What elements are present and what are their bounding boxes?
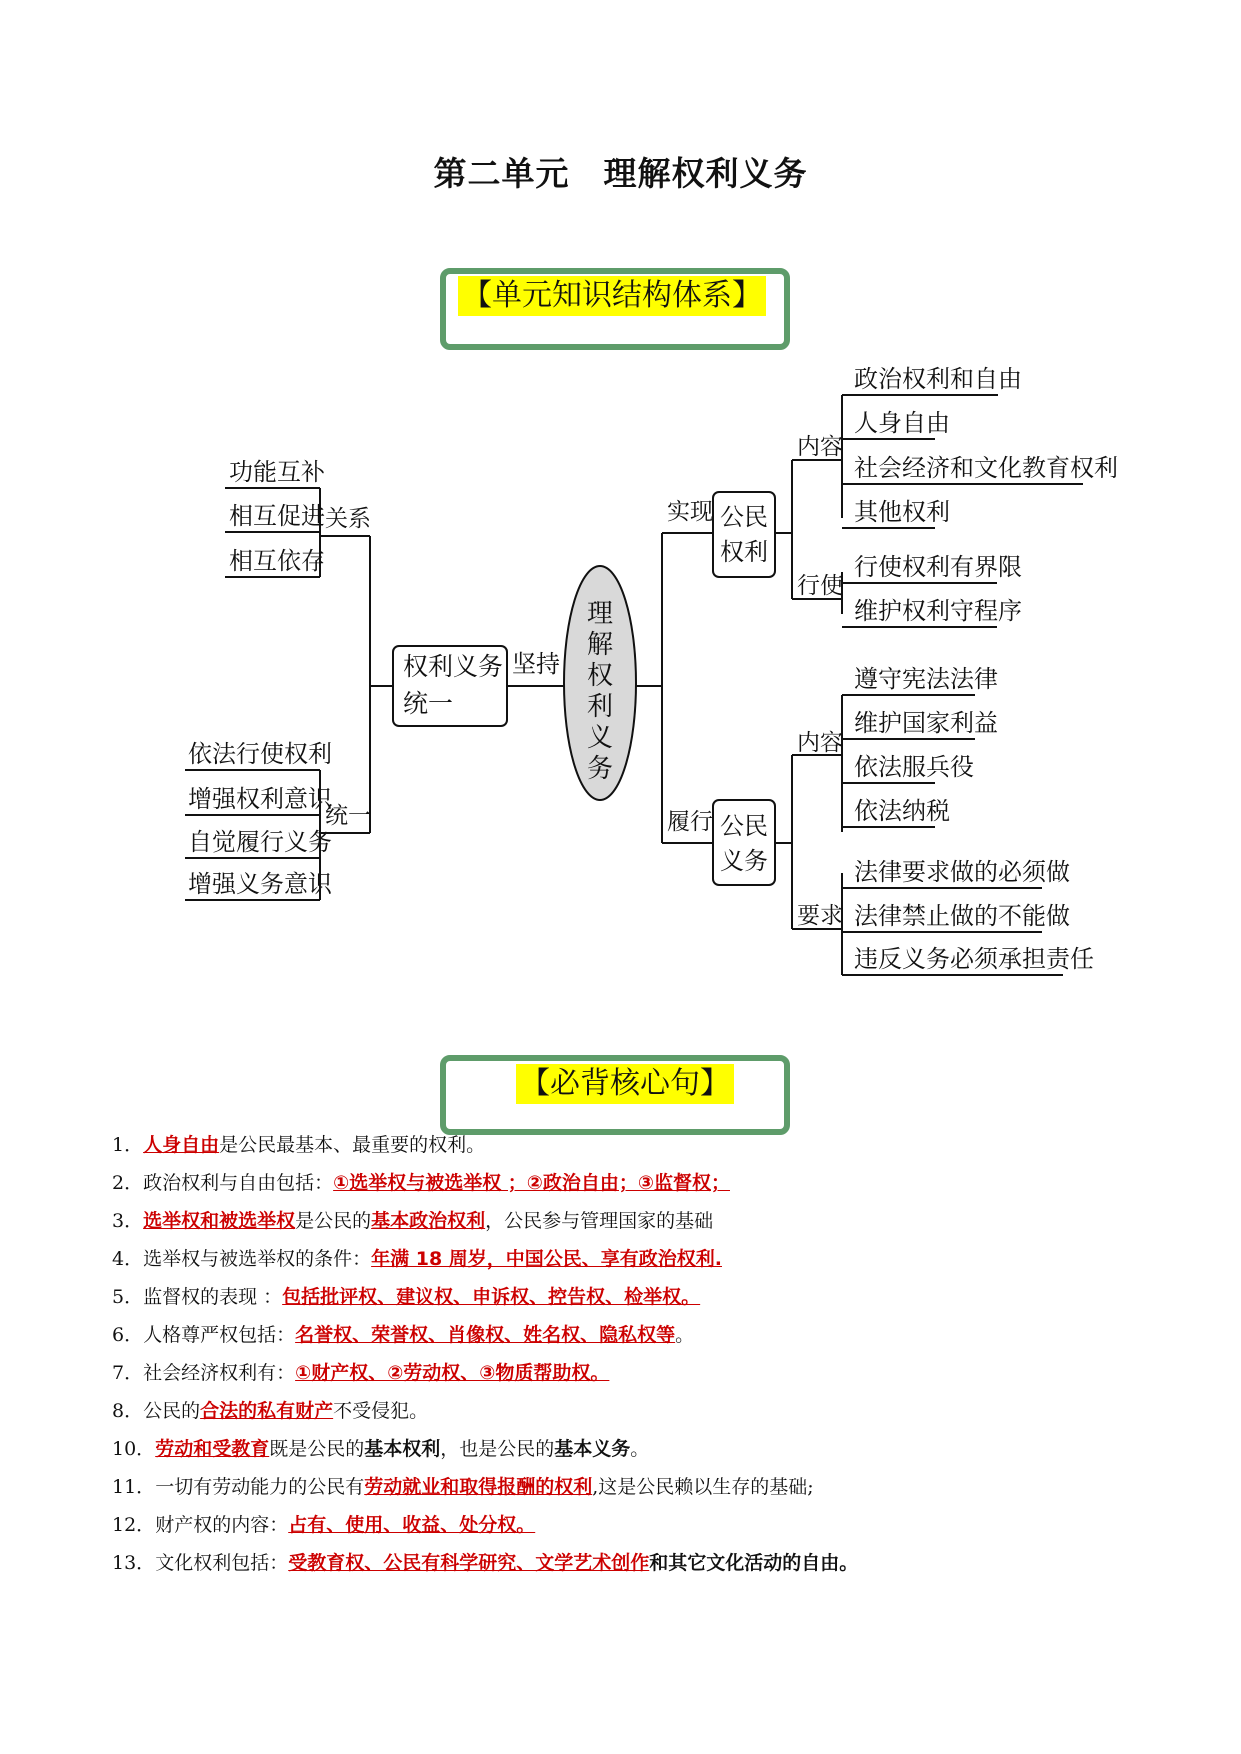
key-phrase: 占有、使用、收益、处分权。: [288, 1514, 536, 1536]
sentence-item: [112, 1392, 1192, 1430]
sentence-item: [112, 1202, 1192, 1240]
page-title: 第二单元 理解权利义务: [433, 154, 808, 193]
unity-item: 依法行使权利: [188, 740, 332, 768]
sentence-number: 7．: [112, 1362, 144, 1384]
duties-content-item: 依法纳税: [854, 797, 950, 825]
key-phrase: ①选举权与被选举权 ；②政治自由；③监督权；: [333, 1172, 730, 1194]
sentence-text: 社会经济权利有：: [143, 1362, 296, 1384]
left-node-line: 统一: [403, 689, 454, 718]
duties-content-item: 维护国家利益: [854, 709, 998, 737]
key-phrase: 人身自由: [143, 1134, 220, 1156]
sentence-text: 不受侵犯。: [333, 1400, 429, 1422]
sentence-number: 6．: [112, 1324, 144, 1346]
key-phrase: 劳动和受教育: [155, 1438, 270, 1460]
duties-content-item: 依法服兵役: [854, 753, 974, 781]
duties-require-label: 要求: [797, 903, 843, 929]
sentence-text: 是公民最基本、最重要的权利。: [219, 1134, 486, 1156]
sentence-text: 监督权的表现 ：: [143, 1286, 283, 1308]
rights-exercise-item: 维护权利守程序: [854, 597, 1022, 625]
unity-item: 增强义务意识: [188, 870, 332, 898]
sentence-text: ，也是公民的: [440, 1438, 555, 1460]
rights-exercise-label: 行使: [797, 573, 843, 599]
key-phrase: 劳动就业和取得报酬的权利: [364, 1476, 593, 1498]
sentence-item: [112, 1240, 1192, 1278]
left-link-label: 坚持: [512, 650, 560, 678]
rights-node-line: 权利: [720, 538, 768, 566]
relation-label: 关系: [325, 506, 371, 532]
rights-content-item: 社会经济和文化教育权利: [854, 454, 1118, 482]
duties-require-item: 法律要求做的必须做: [854, 858, 1070, 886]
sentence-number: 4．: [112, 1248, 144, 1270]
center-char: 理: [586, 599, 614, 629]
sentence-item: [112, 1506, 1192, 1544]
sentence-number: 13．: [112, 1552, 156, 1574]
sentence-text: 公民的: [143, 1400, 201, 1422]
sentence-text: 基本权利: [364, 1438, 441, 1460]
rights-content-item: 政治权利和自由: [854, 365, 1022, 393]
rights-node-line: 公民: [720, 503, 768, 531]
sentence-text: 选举权与被选举权的条件：: [143, 1248, 372, 1270]
sentence-item: [112, 1316, 1192, 1354]
structure-section-label: 【单元知识结构体系】: [458, 276, 766, 316]
relation-item: 功能互补: [229, 458, 325, 486]
sentence-number: 10．: [112, 1438, 156, 1460]
sentence-number: 3．: [112, 1210, 144, 1232]
key-phrase: 选举权和被选举权: [143, 1210, 296, 1232]
sentence-item: [112, 1126, 1192, 1164]
key-phrase: ①财产权、②劳动权、③物质帮助权。: [295, 1362, 610, 1384]
rights-content-item: 其他权利: [854, 498, 950, 526]
sentence-item: [112, 1278, 1192, 1316]
sentence-text: 既是公民的: [269, 1438, 365, 1460]
duties-node-line: 公民: [720, 812, 768, 840]
sentence-text: ,这是公民赖以生存的基础;: [592, 1476, 814, 1498]
sentence-text: 和其它文化活动的自由。: [649, 1552, 859, 1574]
relation-item: 相互依存: [229, 547, 325, 575]
sentence-text: 。: [675, 1324, 695, 1346]
sentence-number: 1．: [112, 1134, 144, 1156]
center-char: 务: [586, 754, 614, 784]
sentence-text: 基本义务: [554, 1438, 631, 1460]
key-phrase: 基本政治权利: [371, 1210, 486, 1232]
sentence-text: 政治权利与自由包括：: [143, 1172, 334, 1194]
sentence-text: 人格尊严权包括：: [143, 1324, 296, 1346]
sentences-section-label: 【必背核心句】: [516, 1064, 734, 1104]
duties-content-label: 内容: [797, 730, 843, 756]
sentence-item: [112, 1544, 1192, 1582]
sentence-item: [112, 1430, 1192, 1468]
duties-node-line: 义务: [720, 847, 768, 875]
sentence-number: 12．: [112, 1514, 156, 1536]
sentence-item: [112, 1354, 1192, 1392]
duties-content-item: 遵守宪法法律: [854, 665, 998, 693]
center-char: 解: [586, 630, 614, 660]
unity-item: 增强权利意识: [188, 785, 332, 813]
rights-content-item: 人身自由: [854, 409, 950, 437]
sentence-number: 11．: [112, 1476, 156, 1498]
key-phrase: 年满 18 周岁，中国公民、享有政治权利.: [371, 1248, 722, 1270]
sentence-number: 2．: [112, 1172, 144, 1194]
key-phrase: 名誉权、荣誉权、肖像权、姓名权、隐私权等: [295, 1324, 676, 1346]
key-phrase: 合法的私有财产: [200, 1400, 334, 1422]
core-sentences-list: [112, 1126, 1192, 1582]
sentence-text: 一切有劳动能力的公民有: [155, 1476, 365, 1498]
unity-label: 统一: [325, 803, 371, 829]
sentence-text: 文化权利包括：: [155, 1552, 289, 1574]
sentence-text: 财产权的内容：: [155, 1514, 289, 1536]
center-char: 利: [586, 692, 614, 722]
key-phrase: 包括批评权、建议权、申诉权、控告权、检举权。: [282, 1286, 701, 1308]
center-char: 义: [586, 723, 614, 753]
key-phrase: 受教育权、公民有科学研究、文学艺术创作: [288, 1552, 650, 1574]
center-char: 权: [586, 661, 614, 691]
rights-exercise-item: 行使权利有界限: [854, 553, 1022, 581]
sentence-number: 5．: [112, 1286, 144, 1308]
relation-item: 相互促进: [229, 502, 325, 530]
sentence-item: [112, 1468, 1192, 1506]
sentence-item: [112, 1164, 1192, 1202]
sentence-text: ，公民参与管理国家的基础: [485, 1210, 714, 1232]
duties-require-item: 法律禁止做的不能做: [854, 902, 1070, 930]
unity-item: 自觉履行义务: [188, 828, 332, 856]
sentence-text: 是公民的: [295, 1210, 372, 1232]
left-node-line: 权利义务: [403, 652, 504, 681]
sentence-text: 。: [630, 1438, 650, 1460]
duties-require-item: 违反义务必须承担责任: [854, 945, 1094, 973]
rights-content-label: 内容: [797, 434, 843, 460]
duties-link-label: 履行: [667, 809, 713, 835]
rights-link-label: 实现: [667, 499, 713, 525]
sentence-number: 8．: [112, 1400, 144, 1422]
